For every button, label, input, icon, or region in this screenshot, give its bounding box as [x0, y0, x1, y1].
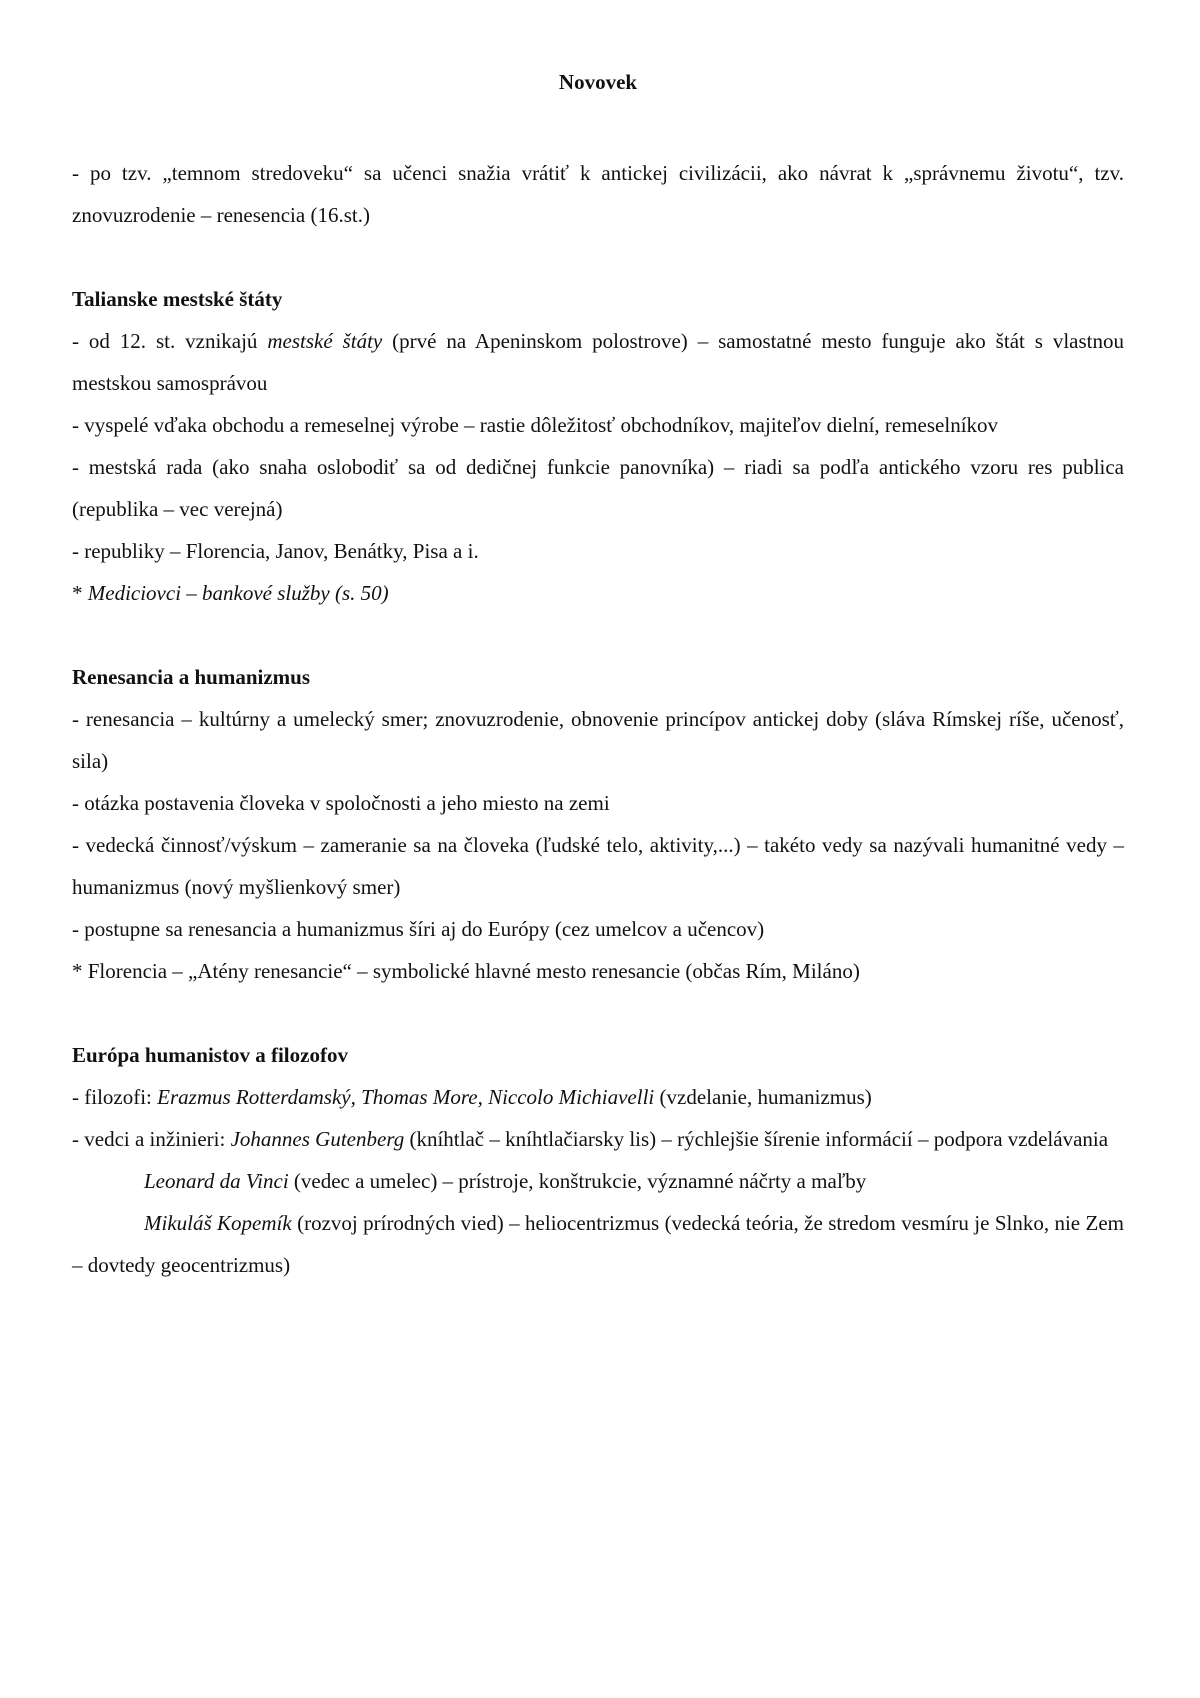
- section-spacer: [72, 236, 1124, 278]
- section-heading-mestske-staty: Talianske mestské štáty: [72, 287, 283, 311]
- paragraph-renesancia-5: * Florencia – „Atény renesancie“ – symbolické hlavné mesto renesancie (občas Rím, Miláno): [72, 959, 860, 983]
- paragraph-renesancia-4: - postupne sa renesancia a humanizmus šíri aj do Európy (cez umelcov a učencov): [72, 917, 765, 941]
- document-title: Novovek: [558, 70, 638, 94]
- text-run: (rozvoj prírodných vied) – heliocentrizmus (vedecká teória, že stredom vesmíru je Slnko, nie Zem – dovtedy geocentrizmus): [72, 1211, 1124, 1277]
- paragraph-humanisti-1: [72, 1076, 1124, 1118]
- text-run: (kníhtlač – kníhtlačiarsky lis) – rýchlejšie šírenie informácií – podpora vzdelávania: [404, 1127, 1109, 1151]
- section-heading-renesancia: Renesancia a humanizmus: [72, 665, 311, 689]
- document-page: [72, 70, 1124, 1286]
- paragraph-mestske-staty-3: - mestská rada (ako snaha oslobodiť sa od dedičnej funkcie panovníka) – riadi sa podľa antického vzoru res publica (republika – vec verejná): [72, 455, 1124, 521]
- text-run: (vedec a umelec) – prístroje, konštrukcie, významné náčrty a maľby: [288, 1169, 867, 1193]
- section-spacer: [72, 614, 1124, 656]
- text-run: *: [72, 581, 88, 605]
- paragraph-humanisti-2: [72, 1118, 1124, 1160]
- text-run: (vzdelanie, humanizmus): [654, 1085, 872, 1109]
- paragraph-renesancia-2: - otázka postavenia človeka v spoločnosti a jeho miesto na zemi: [72, 791, 610, 815]
- text-run: - filozofi:: [72, 1085, 158, 1109]
- section-spacer: [72, 992, 1124, 1034]
- text-run: (prvé na Apeninskom polostrove) – samostatné mesto funguje ako štát s vlastnou mestskou samosprávou: [72, 329, 1124, 395]
- italic-name: Mikuláš Kopemík: [144, 1211, 292, 1235]
- paragraph-mestske-staty-2: - vyspelé vďaka obchodu a remeselnej výrobe – rastie dôležitosť obchodníkov, majiteľov dielní, remeselníkov: [72, 413, 999, 437]
- italic-name: Leonard da Vinci: [144, 1169, 289, 1193]
- italic-names: Erazmus Rotterdamský, Thomas More, Niccolo Michiavelli: [157, 1085, 655, 1109]
- italic-note: Mediciovci – bankové služby (s. 50): [87, 581, 389, 605]
- paragraph-renesancia-3: - vedecká činnosť/výskum – zameranie sa na človeka (ľudské telo, aktivity,...) – takéto vedy sa nazývali humanitné vedy – humanizmus (nový myšlienkový smer): [72, 833, 1124, 899]
- text-run: - od 12. st. vznikajú: [72, 329, 268, 353]
- intro-paragraph: - po tzv. „temnom stredoveku“ sa učenci snažia vrátiť k antickej civilizácii, ako návrat k „správnemu životu“, tzv. znovuzrodenie – renesencia (16.st.): [72, 161, 1124, 227]
- paragraph-humanisti-4: [72, 1202, 1124, 1286]
- paragraph-mestske-staty-4: - republiky – Florencia, Janov, Benátky, Pisa a i.: [72, 539, 479, 563]
- text-run: - vedci a inžinieri:: [72, 1127, 231, 1151]
- paragraph-mestske-staty-1: [72, 320, 1124, 404]
- paragraph-humanisti-3: [72, 1160, 1124, 1202]
- italic-name: Johannes Gutenberg: [230, 1127, 405, 1151]
- italic-term: mestské štáty: [267, 329, 383, 353]
- paragraph-renesancia-1: - renesancia – kultúrny a umelecký smer; znovuzrodenie, obnovenie princípov antickej doby (sláva Rímskej ríše, učenosť, sila): [72, 707, 1124, 773]
- paragraph-mestske-staty-5: [72, 572, 1124, 614]
- section-heading-humanisti: Európa humanistov a filozofov: [72, 1043, 348, 1067]
